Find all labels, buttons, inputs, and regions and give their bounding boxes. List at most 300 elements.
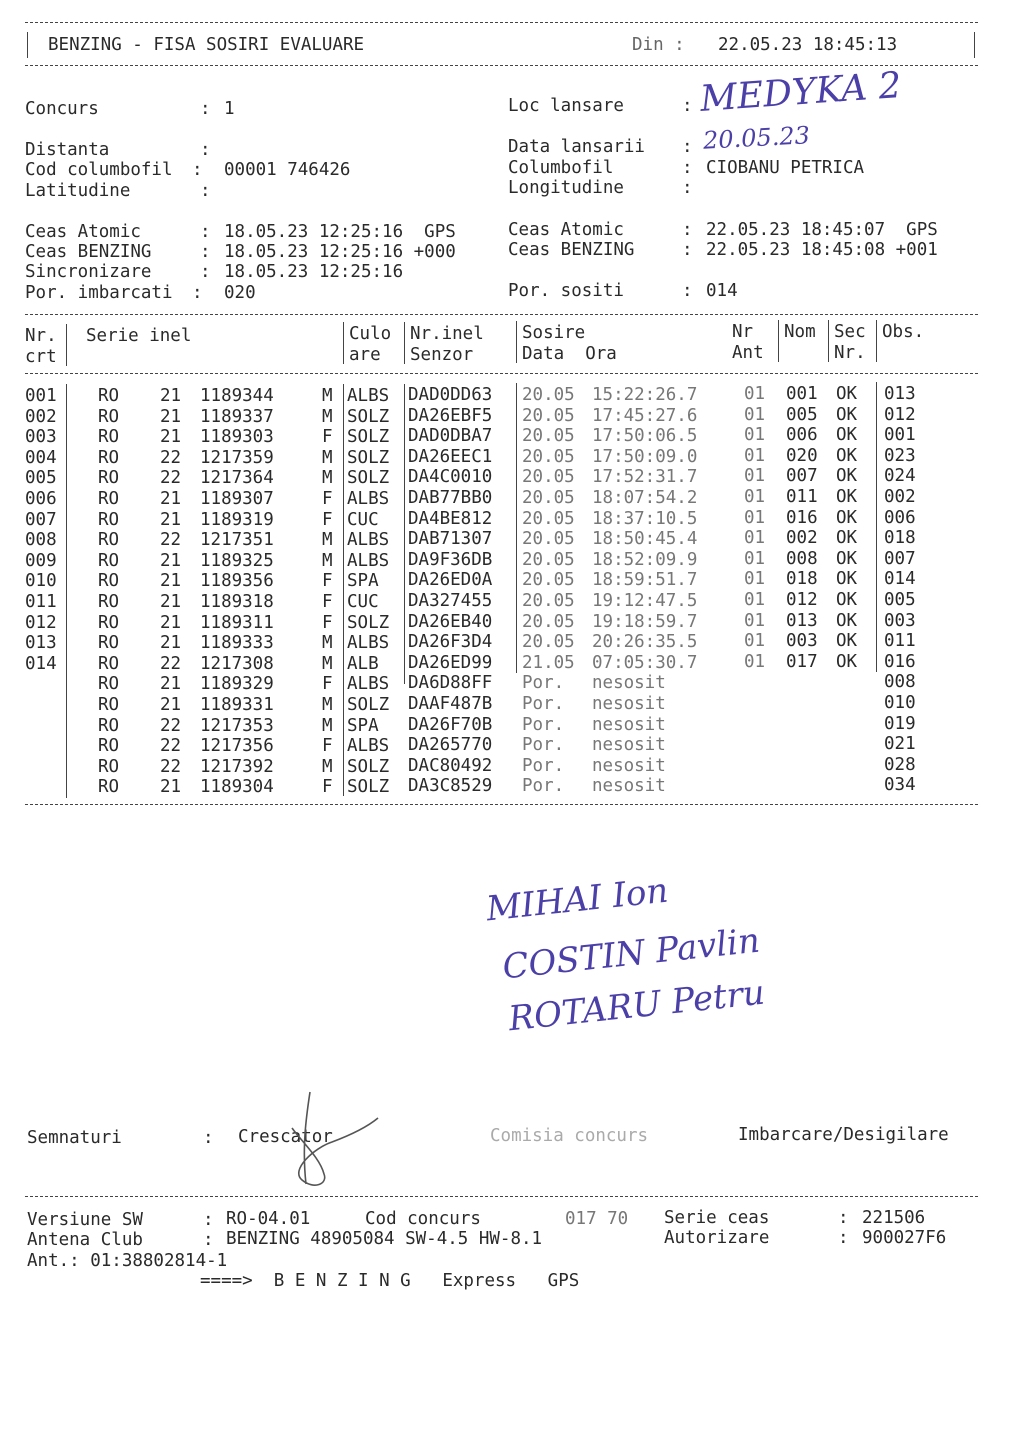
latitudine-colon: : [200, 181, 211, 201]
table-cell-nr [25, 695, 57, 716]
table-cell-tara: RO [98, 777, 120, 798]
table-cell-ora: nesosit [592, 776, 666, 797]
table-cell-obs: 007 [884, 548, 916, 569]
cod-concurs-label: Cod concurs [365, 1209, 481, 1229]
ceas-atomic-colon: : [200, 222, 211, 242]
table-cell-data: Por. [522, 714, 565, 735]
table-cell-sex: M [322, 633, 333, 654]
concurs-label: Concurs [25, 99, 99, 119]
table-cell-inel: 1189329 [200, 674, 274, 695]
latitudine-label: Latitudine [25, 181, 131, 201]
tb-sep-3 [404, 384, 405, 684]
table-cell-inel: 1189325 [200, 550, 274, 571]
sincronizare-label: Sincronizare [25, 262, 152, 282]
table-cell-nr: 006 [25, 488, 57, 509]
table-cell-nom: 016 [786, 507, 818, 528]
table-cell-ant: 01 [744, 507, 766, 528]
table-cell-nr: 001 [25, 386, 57, 406]
table-cell-senzor: DA9F36DB [408, 549, 493, 570]
table-cell-nom [786, 734, 818, 755]
th-ant-top: Nr [732, 322, 754, 342]
table-cell-nr [25, 777, 57, 798]
table-cell-tara: RO [98, 694, 120, 715]
versiune-value: RO-04.01 [226, 1209, 311, 1229]
witness-1: MIHAI Ion [484, 870, 671, 930]
table-cell-nr [25, 716, 57, 737]
loc-lansare-label: Loc lansare [508, 96, 624, 116]
table-cell-sec: OK [836, 425, 858, 446]
table-cell-an: 21 [160, 386, 182, 406]
table-cell-sex: M [322, 386, 333, 406]
table-cell-an: 21 [160, 777, 182, 798]
data-lansarii-colon: : [682, 137, 693, 157]
th-inel-top: Nr.inel [410, 324, 484, 344]
por-sositi-label: Por. sositi [508, 281, 624, 301]
table-cell-nom: 013 [786, 610, 818, 631]
table-cell-tara: RO [98, 530, 120, 551]
table-cell-nr: 005 [25, 468, 57, 489]
table-cell-tara: RO [98, 591, 120, 612]
header-top-rule [25, 22, 978, 23]
ceas-benzing-label: Ceas BENZING [25, 242, 152, 262]
table-cell-ora: 18:59:51.7 [592, 570, 698, 591]
table-cell-obs: 010 [884, 692, 916, 713]
table-cell-sec: OK [836, 404, 858, 425]
table-cell-data: 20.05 [522, 467, 575, 488]
table-cell-sec: OK [836, 486, 858, 507]
table-cell-sec: OK [836, 548, 858, 569]
th-ant-bot: Ant [732, 343, 764, 363]
antena-value: BENZING 48905084 SW-4.5 HW-8.1 [226, 1229, 543, 1249]
serie-ceas-colon: : [838, 1208, 849, 1228]
table-cell-nr: 010 [25, 571, 57, 592]
table-cell-obs: 008 [884, 672, 916, 693]
table-cell-ant: 01 [744, 631, 766, 652]
table-cell-obs: 003 [884, 610, 916, 631]
table-cell-tara: RO [98, 674, 120, 695]
table-cell-ant: 01 [744, 404, 766, 425]
col-sec [836, 384, 857, 796]
table-cell-senzor: DAD0DD63 [408, 385, 493, 405]
table-bottom-rule [25, 804, 978, 805]
table-cell-ora: 19:12:47.5 [592, 590, 698, 611]
table-cell-ant [744, 714, 765, 735]
table-cell-ant: 01 [744, 548, 766, 569]
table-cell-an: 21 [160, 488, 182, 509]
table-cell-senzor: DA26ED99 [408, 652, 493, 673]
table-cell-nom [786, 672, 818, 693]
table-cell-ant [744, 693, 765, 714]
table-cell-ora: 17:50:06.5 [592, 426, 698, 447]
table-cell-obs: 005 [884, 589, 916, 610]
table-cell-sex: M [322, 447, 333, 468]
brand-line: ====> B E N Z I N G Express GPS [200, 1271, 580, 1291]
th-inel-bot: Senzor [410, 345, 474, 365]
table-cell-nr: 011 [25, 591, 57, 612]
cod-columbofil-value: 00001 746426 [224, 160, 351, 180]
table-cell-data: 20.05 [522, 385, 575, 405]
col-senzor [408, 385, 492, 797]
table-cell-sex: F [322, 591, 333, 612]
table-cell-sex: F [322, 571, 333, 592]
table-cell-senzor: DA26F70B [408, 714, 493, 735]
table-cell-ant [744, 734, 765, 755]
table-cell-inel: 1217364 [200, 468, 274, 489]
table-cell-senzor: DAB71307 [408, 529, 493, 550]
table-cell-ora: nesosit [592, 714, 666, 735]
table-cell-obs: 012 [884, 404, 916, 425]
table-cell-tara: RO [98, 427, 120, 448]
table-cell-sec: OK [836, 384, 858, 404]
table-cell-tara: RO [98, 715, 120, 736]
handwritten-loc-lansare: MEDYKA 2 [698, 65, 903, 120]
table-cell-culoare: ALBS [347, 530, 390, 551]
table-cell-inel: 1217308 [200, 653, 274, 674]
th-sep-6 [828, 320, 829, 362]
header-left-bar [27, 32, 28, 58]
table-cell-senzor: DA6D88FF [408, 673, 493, 694]
data-lansarii-label: Data lansarii [508, 137, 645, 157]
table-cell-sec: OK [836, 589, 858, 610]
col-obs [884, 384, 916, 796]
th-crt: crt [25, 347, 57, 367]
header-right-bar [974, 32, 975, 58]
th-sep-3 [404, 322, 405, 364]
table-cell-senzor: DAD0DBA7 [408, 426, 493, 447]
table-cell-data: 20.05 [522, 426, 575, 447]
report-title: BENZING - FISA SOSIRI EVALUARE [48, 35, 365, 55]
tb-sep-4 [516, 383, 517, 673]
table-cell-inel: 1217392 [200, 756, 274, 777]
table-cell-inel: 1189319 [200, 509, 274, 530]
col-ant [744, 384, 765, 796]
table-cell-nr: 013 [25, 633, 57, 654]
col-data [522, 385, 575, 797]
table-cell-obs: 014 [884, 569, 916, 590]
table-cell-ant: 01 [744, 384, 766, 404]
table-cell-sec [836, 672, 857, 693]
table-cell-ora: 18:52:09.9 [592, 549, 698, 570]
th-sosire-top: Sosire [522, 323, 586, 343]
antena-label: Antena Club [27, 1230, 143, 1250]
table-cell-ant: 01 [744, 651, 766, 672]
table-cell-data: 20.05 [522, 405, 575, 426]
table-cell-nr: 007 [25, 509, 57, 530]
table-cell-culoare: ALBS [347, 674, 390, 695]
print-label: Din : [632, 35, 685, 55]
table-cell-culoare: SPA [347, 715, 379, 736]
loc-lansare-colon: : [682, 96, 693, 116]
por-imbarcati-label: Por. imbarcati [25, 283, 173, 303]
table-cell-an: 21 [160, 406, 182, 427]
table-cell-obs: 024 [884, 466, 916, 487]
table-cell-sex: M [322, 694, 333, 715]
table-cell-nom [786, 775, 818, 796]
witness-2: COSTIN Pavlin [500, 920, 762, 988]
table-cell-tara: RO [98, 736, 120, 757]
table-cell-tara: RO [98, 406, 120, 427]
concurs-value: 1 [224, 99, 235, 119]
table-cell-ant [744, 755, 765, 776]
table-cell-inel: 1189356 [200, 571, 274, 592]
table-cell-ora: 17:52:31.7 [592, 467, 698, 488]
table-cell-sex: M [322, 550, 333, 571]
table-cell-senzor: DA265770 [408, 735, 493, 756]
ceas-atomic-right-label: Ceas Atomic [508, 220, 624, 240]
table-cell-ora: nesosit [592, 755, 666, 776]
table-cell-sex: M [322, 530, 333, 551]
table-cell-culoare: SPA [347, 571, 379, 592]
table-cell-data: Por. [522, 776, 565, 797]
table-cell-nom: 005 [786, 404, 818, 425]
ceas-benzing-colon: : [200, 242, 211, 262]
print-datetime: 22.05.23 18:45:13 [718, 35, 898, 55]
col-tara [98, 386, 119, 798]
table-cell-inel: 1189307 [200, 488, 274, 509]
table-cell-senzor: DAB77BB0 [408, 487, 493, 508]
table-cell-inel: 1189311 [200, 612, 274, 633]
table-cell-sex: F [322, 777, 333, 798]
table-cell-culoare: SOLZ [347, 694, 390, 715]
serie-ceas-value: 221506 [862, 1208, 926, 1228]
table-cell-ora: nesosit [592, 693, 666, 714]
table-cell-ant: 01 [744, 610, 766, 631]
table-cell-an: 21 [160, 591, 182, 612]
table-cell-an: 22 [160, 653, 182, 674]
imbarcare-label: Imbarcare/Desigilare [738, 1125, 949, 1145]
table-cell-ora: 18:50:45.4 [592, 529, 698, 550]
header-bottom-rule [25, 65, 978, 66]
table-cell-data: Por. [522, 693, 565, 714]
table-cell-sec [836, 755, 857, 776]
table-cell-an: 21 [160, 612, 182, 633]
table-cell-obs: 034 [884, 775, 916, 796]
table-cell-senzor: DA26F3D4 [408, 632, 493, 653]
table-cell-data: 21.05 [522, 652, 575, 673]
table-cell-an: 21 [160, 550, 182, 571]
table-cell-culoare: ALB [347, 653, 379, 674]
table-cell-ora: 07:05:30.7 [592, 652, 698, 673]
table-cell-culoare: CUC [347, 591, 379, 612]
semnaturi-label: Semnaturi [27, 1128, 122, 1148]
table-cell-culoare: SOLZ [347, 756, 390, 777]
col-ora [592, 385, 697, 797]
th-nr: Nr. [25, 326, 57, 346]
table-cell-nr: 009 [25, 550, 57, 571]
th-nom: Nom [784, 322, 816, 342]
crescator-label: Crescator [238, 1127, 333, 1147]
witness-3: ROTARU Petru [506, 972, 767, 1040]
sincronizare-colon: : [200, 262, 211, 282]
crescator-signature [262, 1088, 382, 1198]
table-cell-nr [25, 736, 57, 757]
th-sep-1 [66, 324, 67, 366]
table-cell-ora: 19:18:59.7 [592, 611, 698, 632]
th-sec-bot: Nr. [834, 343, 866, 363]
table-cell-senzor: DA4BE812 [408, 508, 493, 529]
table-cell-inel: 1189333 [200, 633, 274, 654]
table-cell-sex: F [322, 612, 333, 633]
table-cell-nom: 011 [786, 486, 818, 507]
table-cell-culoare: SOLZ [347, 777, 390, 798]
table-cell-nr: 014 [25, 653, 57, 674]
distanta-colon: : [200, 140, 211, 160]
table-cell-ant: 01 [744, 569, 766, 590]
table-cell-ora: 15:22:26.7 [592, 385, 698, 405]
table-cell-data: 20.05 [522, 508, 575, 529]
table-cell-nom: 012 [786, 589, 818, 610]
table-cell-obs: 021 [884, 734, 916, 755]
table-cell-sec: OK [836, 528, 858, 549]
table-cell-tara: RO [98, 447, 120, 468]
autorizare-label: Autorizare [664, 1228, 770, 1248]
table-cell-sec: OK [836, 610, 858, 631]
table-cell-culoare: ALBS [347, 736, 390, 757]
table-cell-obs: 006 [884, 507, 916, 528]
table-cell-obs: 018 [884, 528, 916, 549]
table-cell-an: 21 [160, 509, 182, 530]
table-cell-an: 22 [160, 715, 182, 736]
col-nom [786, 384, 818, 796]
por-sositi-colon: : [682, 281, 693, 301]
table-cell-sec [836, 775, 857, 796]
table-cell-data: 20.05 [522, 611, 575, 632]
table-cell-inel: 1189331 [200, 694, 274, 715]
columbofil-label: Columbofil [508, 158, 614, 178]
table-cell-ora: nesosit [592, 673, 666, 694]
table-cell-an: 22 [160, 530, 182, 551]
table-cell-culoare: SOLZ [347, 468, 390, 489]
table-cell-ant: 01 [744, 486, 766, 507]
table-cell-inel: 1189344 [200, 386, 274, 406]
table-cell-sex: F [322, 509, 333, 530]
columbofil-colon: : [682, 158, 693, 178]
cod-concurs-value: 017 70 [565, 1209, 629, 1229]
table-cell-ora: 17:45:27.6 [592, 405, 698, 426]
table-cell-sex: M [322, 653, 333, 674]
table-cell-tara: RO [98, 550, 120, 571]
table-cell-senzor: DA26EEC1 [408, 446, 493, 467]
table-cell-an: 22 [160, 756, 182, 777]
footer-top-rule [25, 1196, 978, 1197]
semnaturi-colon: : [203, 1128, 214, 1148]
table-cell-nom: 017 [786, 651, 818, 672]
table-cell-data: 20.05 [522, 446, 575, 467]
ceas-atomic-right-value: 22.05.23 18:45:07 GPS [706, 220, 938, 240]
ceas-atomic-label: Ceas Atomic [25, 222, 141, 242]
table-cell-ant: 01 [744, 445, 766, 466]
table-cell-inel: 1217351 [200, 530, 274, 551]
longitudine-label: Longitudine [508, 178, 624, 198]
table-cell-sec [836, 693, 857, 714]
table-cell-senzor: DA26EBF5 [408, 405, 493, 426]
table-cell-obs: 023 [884, 445, 916, 466]
table-cell-data: 20.05 [522, 570, 575, 591]
table-cell-nom: 018 [786, 569, 818, 590]
table-cell-nr [25, 674, 57, 695]
table-cell-nom: 020 [786, 445, 818, 466]
table-cell-inel: 1189318 [200, 591, 274, 612]
ceas-benzing-right-colon: : [682, 240, 693, 260]
table-cell-obs: 028 [884, 754, 916, 775]
table-cell-senzor: DA3C8529 [408, 776, 493, 797]
table-cell-tara: RO [98, 653, 120, 674]
table-cell-inel: 1189304 [200, 777, 274, 798]
ceas-atomic-right-colon: : [682, 220, 693, 240]
table-cell-an: 22 [160, 447, 182, 468]
table-cell-an: 21 [160, 674, 182, 695]
table-cell-nr: 002 [25, 406, 57, 427]
table-cell-ant: 01 [744, 528, 766, 549]
tb-sep-1 [66, 384, 67, 798]
table-cell-obs: 016 [884, 651, 916, 672]
table-cell-culoare: ALBS [347, 386, 390, 406]
ceas-benzing-right-value: 22.05.23 18:45:08 +001 [706, 240, 938, 260]
handwritten-data-lansarii: 20.05.23 [702, 121, 811, 155]
table-cell-ant [744, 672, 765, 693]
table-cell-an: 21 [160, 427, 182, 448]
table-cell-nr: 008 [25, 530, 57, 551]
por-imbarcati-value: 020 [224, 283, 256, 303]
comisia-label: Comisia concurs [490, 1126, 649, 1146]
table-cell-data: 20.05 [522, 590, 575, 611]
table-cell-sex: F [322, 736, 333, 757]
autorizare-colon: : [838, 1228, 849, 1248]
table-cell-an: 22 [160, 468, 182, 489]
table-cell-data: 20.05 [522, 487, 575, 508]
table-cell-nom: 006 [786, 425, 818, 446]
table-cell-tara: RO [98, 468, 120, 489]
table-cell-ant [744, 775, 765, 796]
antena-id: Ant.: 01:38802814-1 [27, 1251, 228, 1271]
table-cell-ora: 20:26:35.5 [592, 632, 698, 653]
table-cell-obs: 013 [884, 384, 916, 404]
th-sec-top: Sec [834, 322, 866, 342]
table-cell-ant: 01 [744, 425, 766, 446]
table-cell-an: 22 [160, 736, 182, 757]
table-cell-culoare: SOLZ [347, 612, 390, 633]
antena-colon: : [203, 1230, 214, 1250]
table-cell-ant: 01 [744, 466, 766, 487]
versiune-label: Versiune SW [27, 1210, 143, 1230]
table-cell-an: 21 [160, 633, 182, 654]
table-cell-sex: F [322, 488, 333, 509]
longitudine-colon: : [682, 178, 693, 198]
table-cell-data: Por. [522, 735, 565, 756]
col-an [160, 386, 181, 798]
por-sositi-value: 014 [706, 281, 738, 301]
table-cell-sec: OK [836, 466, 858, 487]
table-cell-sec: OK [836, 507, 858, 528]
table-cell-nom: 008 [786, 548, 818, 569]
table-cell-nr [25, 757, 57, 778]
table-cell-data: 20.05 [522, 632, 575, 653]
ceas-benzing-value: 18.05.23 12:25:16 +000 [224, 242, 456, 262]
th-sep-2 [343, 322, 344, 364]
table-cell-inel: 1217356 [200, 736, 274, 757]
table-cell-ant: 01 [744, 589, 766, 610]
ceas-atomic-value: 18.05.23 12:25:16 GPS [224, 222, 456, 242]
table-cell-sex: F [322, 427, 333, 448]
table-cell-nom: 007 [786, 466, 818, 487]
table-cell-sec: OK [836, 631, 858, 652]
table-cell-culoare: SOLZ [347, 447, 390, 468]
table-cell-ora: nesosit [592, 735, 666, 756]
serie-ceas-label: Serie ceas [664, 1208, 770, 1228]
table-cell-nom [786, 714, 818, 735]
table-cell-tara: RO [98, 756, 120, 777]
table-cell-nom: 002 [786, 528, 818, 549]
